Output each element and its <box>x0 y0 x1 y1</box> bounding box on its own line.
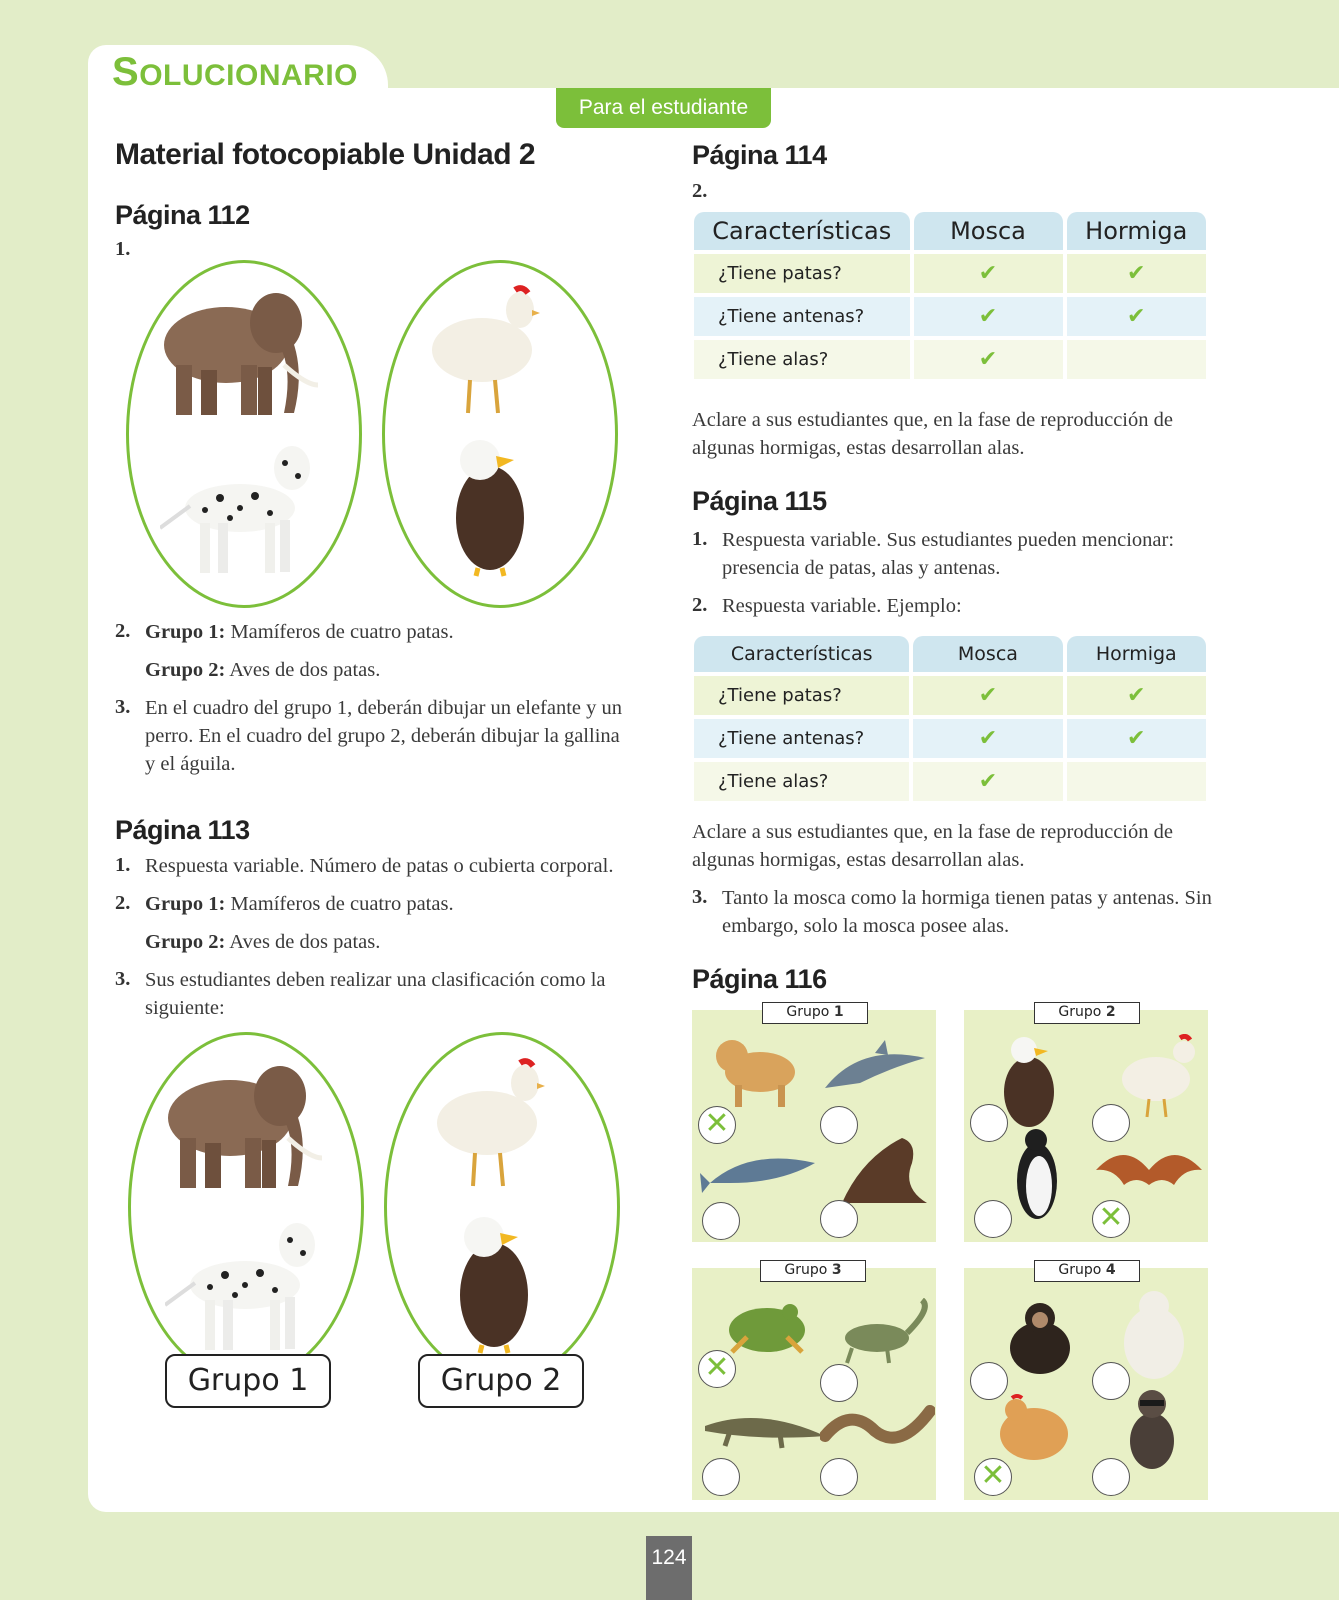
group-label: Grupo 4 <box>1034 1260 1140 1282</box>
group-panel-4 <box>964 1262 1208 1500</box>
features-table-example <box>690 632 1210 805</box>
item-number: 1. <box>692 528 708 550</box>
item-number: 2. <box>115 620 131 642</box>
item-2-group-2: Grupo 2: Aves de dos patas. <box>145 931 381 953</box>
hen-icon <box>425 1058 555 1193</box>
check-icon: ✔ <box>914 340 1063 379</box>
table-row <box>694 719 1206 758</box>
item-number: 2. <box>692 594 708 616</box>
brand-title: SOLUCIONARIO <box>112 50 359 94</box>
table-header: Características <box>694 212 910 250</box>
row-label: ¿Tiene antenas? <box>694 719 909 758</box>
check-icon: ✔ <box>913 762 1062 801</box>
row-label: ¿Tiene alas? <box>694 762 909 801</box>
answer-circle <box>970 1104 1008 1142</box>
item-number: 2. <box>115 892 131 914</box>
row-label: ¿Tiene patas? <box>694 676 909 715</box>
note-text: Aclare a sus estudiantes que, en la fase de reproducción de algunas hormigas, estas desarrollan alas. <box>692 409 1173 459</box>
item-2-group-2: Grupo 2: Aves de dos patas. <box>145 659 381 681</box>
answer-circle: ✕ <box>698 1350 736 1388</box>
answer-circle <box>820 1364 858 1402</box>
frog-icon <box>722 1292 812 1362</box>
check-icon: ✔ <box>913 719 1062 758</box>
dog-icon <box>710 1030 800 1110</box>
eagle-icon <box>440 438 540 578</box>
item-2-text: Respuesta variable. Ejemplo: <box>722 595 962 617</box>
group-2-label: Grupo 2 <box>418 1354 584 1408</box>
heading-page-115: Página 115 <box>692 486 827 516</box>
item-2-group-1: Grupo 1: Mamíferos de cuatro patas. <box>145 621 454 643</box>
check-icon <box>1067 762 1206 801</box>
item-number: 3. <box>115 696 131 718</box>
dalmatian-icon <box>165 1215 325 1355</box>
elephant-icon <box>156 285 326 425</box>
group-1-label: Grupo 1 <box>165 1354 331 1408</box>
check-icon: ✔ <box>913 676 1062 715</box>
answer-circle: ✕ <box>698 1106 736 1144</box>
penguin-icon <box>1012 1126 1062 1221</box>
answer-circle <box>820 1200 858 1238</box>
answer-circle <box>1092 1104 1130 1142</box>
check-icon: ✔ <box>914 254 1063 293</box>
hen-icon <box>420 285 550 420</box>
item-3-text: Sus estudiantes deben realizar una clasificación como la siguiente: <box>145 969 606 1019</box>
snake-icon <box>820 1396 935 1456</box>
answer-circle <box>1092 1458 1130 1496</box>
answer-circle <box>970 1362 1008 1400</box>
whale-icon <box>700 1138 820 1198</box>
answer-circle: ✕ <box>1092 1200 1130 1238</box>
item-number: 1. <box>115 238 131 260</box>
item-2-group-1: Grupo 1: Mamíferos de cuatro patas. <box>145 893 454 915</box>
item-number: 3. <box>115 968 131 990</box>
eagle-icon <box>444 1215 544 1355</box>
item-1-text: Respuesta variable. Número de patas o cubierta corporal. <box>145 855 614 877</box>
check-icon: ✔ <box>1067 297 1207 336</box>
answer-circle: ✕ <box>974 1458 1012 1496</box>
check-icon: ✔ <box>1067 719 1206 758</box>
group-label: Grupo 1 <box>762 1002 868 1024</box>
check-icon: ✔ <box>1067 676 1206 715</box>
check-icon: ✔ <box>1067 254 1207 293</box>
group-panel-3 <box>692 1262 936 1500</box>
answer-circle <box>820 1106 858 1144</box>
table-header: Hormiga <box>1067 212 1207 250</box>
table-header: Características <box>694 636 909 672</box>
answer-circle <box>1092 1362 1130 1400</box>
item-3-text: En el cuadro del grupo 1, deberán dibujar un elefante y un perro. En el cuadro del grupo 2, deberán dibujar la gallina y el águila. <box>145 697 623 775</box>
item-1-text: Respuesta variable. Sus estudiantes pueden mencionar: presencia de patas, alas y antenas. <box>722 529 1175 579</box>
table-header: Mosca <box>913 636 1062 672</box>
table-header: Hormiga <box>1067 636 1206 672</box>
dolphin-icon <box>820 1038 930 1098</box>
crocodile-icon <box>700 1396 830 1456</box>
table-row <box>694 762 1206 801</box>
group-panel-1 <box>692 1004 936 1242</box>
group-label: Grupo 2 <box>1034 1002 1140 1024</box>
item-number: 2. <box>692 180 708 202</box>
heading-page-114: Página 114 <box>692 140 827 170</box>
page-number: 124 <box>646 1536 692 1600</box>
bat-icon <box>1094 1140 1204 1200</box>
answer-circle <box>702 1202 740 1240</box>
dalmatian-icon <box>160 438 320 578</box>
raccoon-icon <box>1122 1386 1182 1471</box>
chimpanzee-icon <box>1000 1298 1080 1378</box>
item-3-text: Tanto la mosca como la hormiga tienen patas y antenas. Sin embargo, solo la mosca posee alas. <box>722 887 1212 937</box>
row-label: ¿Tiene alas? <box>694 340 910 379</box>
iguana-icon <box>837 1298 932 1368</box>
audience-badge: Para el estudiante <box>556 88 771 128</box>
answer-circle <box>702 1458 740 1496</box>
item-number: 1. <box>115 854 131 876</box>
item-number: 3. <box>692 886 708 908</box>
elephant-icon <box>160 1058 330 1198</box>
table-row <box>694 297 1206 336</box>
hen-icon <box>1114 1034 1204 1119</box>
features-table <box>690 208 1210 383</box>
table-row <box>694 676 1206 715</box>
table-header: Mosca <box>914 212 1063 250</box>
answer-circle <box>820 1458 858 1496</box>
heading-page-113: Página 113 <box>115 815 250 845</box>
heading-page-112: Página 112 <box>115 200 250 230</box>
row-label: ¿Tiene patas? <box>694 254 910 293</box>
note-text: Aclare a sus estudiantes que, en la fase de reproducción de algunas hormigas, estas desarrollan alas. <box>692 821 1173 871</box>
answer-circle <box>974 1200 1012 1238</box>
table-row <box>694 340 1206 379</box>
row-label: ¿Tiene antenas? <box>694 297 910 336</box>
section-title: Material fotocopiable Unidad 2 <box>115 138 536 171</box>
check-icon: ✔ <box>914 297 1063 336</box>
check-icon <box>1067 340 1207 379</box>
table-row <box>694 254 1206 293</box>
group-panel-2 <box>964 1004 1208 1242</box>
group-label: Grupo 3 <box>760 1260 866 1282</box>
heading-page-116: Página 116 <box>692 964 827 994</box>
